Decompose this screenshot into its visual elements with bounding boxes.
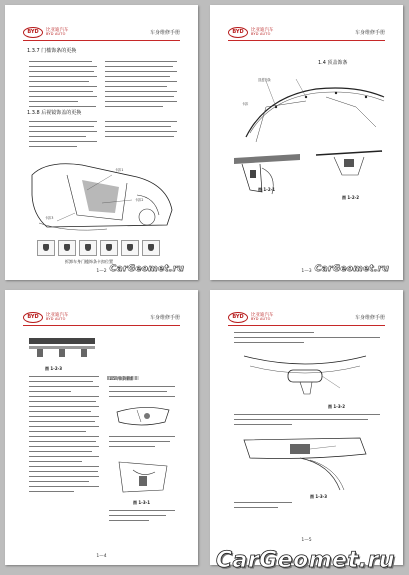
clip-thumbnail: [142, 240, 160, 256]
mirror-base-illustration: [113, 458, 173, 496]
watermark-large: CarGeomet.ru: [215, 548, 395, 573]
figure-label: 顶盖饰条: [258, 78, 271, 82]
brand-name-cn: 比亚迪汽车: [251, 27, 274, 33]
text-block-top: [234, 332, 380, 347]
clip-thumbnail: [79, 240, 97, 256]
clip-thumbnail: [121, 240, 139, 256]
manual-page-3: [5, 290, 198, 565]
figure-caption: 图 1-2-2: [342, 195, 360, 200]
brand-name-en: BYD AUTO: [251, 317, 271, 321]
mirror-bracket-illustration: [240, 434, 370, 492]
byd-logo: [23, 312, 69, 323]
page-header-title: 车身维修手册: [354, 30, 385, 36]
brand-name-en: BYD AUTO: [46, 32, 66, 36]
watermark: CarGeomet.ru: [314, 264, 389, 274]
section-title: 1.5 内后视镜: [109, 376, 133, 381]
figure-caption: 图 1-2-1: [258, 187, 276, 192]
figure-caption: 图 1-2-3: [45, 366, 63, 371]
section-title: 1.3.8 后视镜饰盖的更换: [27, 110, 82, 116]
clip-thumbnails: [37, 240, 160, 256]
rearview-mirror-illustration: [240, 352, 370, 402]
text-column-right-2: [109, 436, 175, 451]
header-rule: [23, 40, 180, 41]
byd-logo: [228, 27, 274, 38]
brand-name-en: BYD AUTO: [46, 317, 66, 321]
text-block-middle: [234, 414, 380, 429]
car-front-door-illustration: [27, 155, 177, 237]
page-number: 1—4: [96, 554, 107, 559]
text-column-left: [29, 61, 97, 111]
text-column-left-2: [29, 121, 97, 151]
text-column-right-3: [109, 510, 175, 525]
manual-page-1: [5, 5, 198, 280]
manual-page-4: [210, 290, 403, 565]
text-column-right-2: [105, 121, 177, 141]
figure-label: 卡扣: [242, 102, 249, 106]
figure-caption: 图 1-3-1: [133, 500, 151, 505]
page-number: 1—2: [96, 269, 107, 274]
brand-name-cn: 比亚迪汽车: [46, 27, 69, 33]
clip-thumbnail: [100, 240, 118, 256]
figure-label: 卡扣2: [135, 198, 144, 202]
page-number: 1—3: [301, 269, 312, 274]
clip-thumbnail: [37, 240, 55, 256]
page-header-title: 车身维修手册: [354, 315, 385, 321]
figure-caption: 图 1-3-2: [328, 404, 346, 409]
figure-caption: 图 1-3-3: [310, 494, 328, 499]
page-header-title: 车身维修手册: [149, 315, 180, 321]
byd-logo-mark: BYD: [228, 312, 248, 323]
brand-name-cn: 比亚迪汽车: [46, 312, 69, 318]
section-title: 1.4 顶盖饰条: [318, 60, 348, 66]
header-rule: [228, 40, 385, 41]
section-title: 1.3.7 门槛饰条的更换: [27, 48, 77, 54]
byd-logo: [228, 312, 274, 323]
clip-thumbnail: [58, 240, 76, 256]
figure-label: 卡扣3: [45, 216, 54, 220]
byd-logo-mark: BYD: [23, 312, 43, 323]
header-rule: [23, 325, 180, 326]
brand-name-en: BYD AUTO: [251, 32, 271, 36]
byd-logo-mark: BYD: [23, 27, 43, 38]
byd-logo: [23, 27, 69, 38]
text-column-left: [29, 376, 99, 496]
page-header-title: 车身维修手册: [149, 30, 180, 36]
watermark: CarGeomet.ru: [109, 264, 184, 274]
roof-clip-closeup-right: [314, 145, 384, 185]
roof-rail-illustration: [27, 332, 97, 362]
text-column-right: [109, 386, 175, 401]
page-number: 1—5: [301, 538, 312, 543]
figure-label: 卡扣1: [115, 168, 124, 172]
figure-caption: 拆卸车身门槛饰条卡扣位置: [65, 259, 113, 264]
header-rule: [228, 325, 385, 326]
byd-logo-mark: BYD: [228, 27, 248, 38]
brand-name-cn: 比亚迪汽车: [251, 312, 274, 318]
manual-page-2: [210, 5, 403, 280]
mirror-removal-illustration: [113, 402, 173, 430]
text-block-bottom: [234, 502, 380, 512]
text-column-right: [105, 61, 177, 111]
